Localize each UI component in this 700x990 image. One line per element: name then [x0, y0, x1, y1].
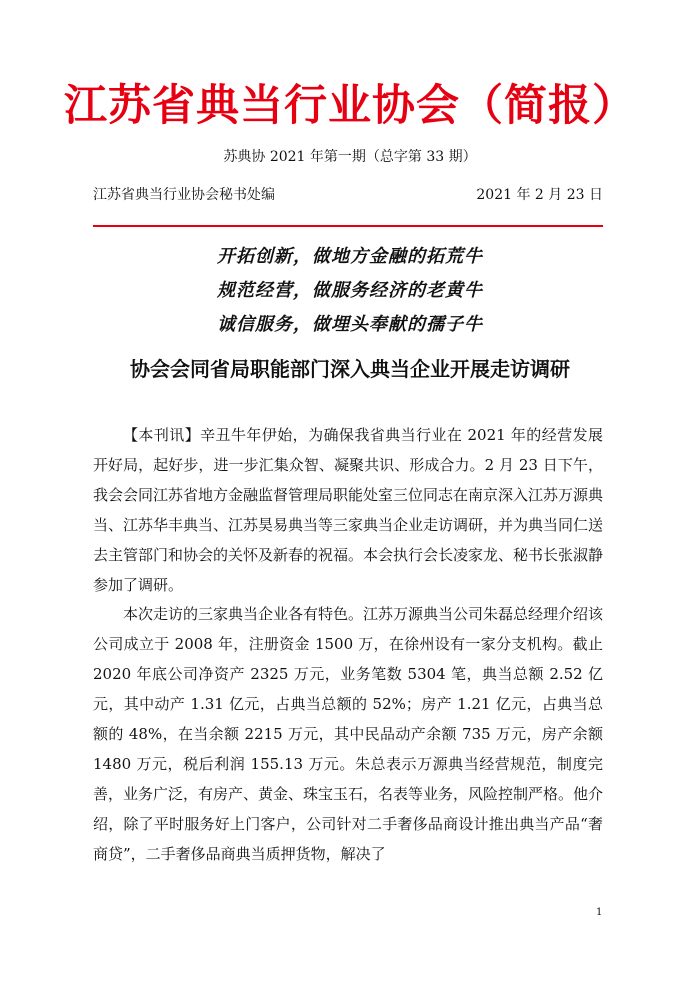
article-body [93, 421, 603, 870]
editor-row [93, 184, 603, 206]
article-paragraph: 本次走访的三家典当企业各有特色。江苏万源典当公司朱磊总经理介绍该公司成立于 2008 年，注册资金 1500 万，在徐州设有一家分支机构。截止 2020 年底公司净资产 2325 万元，业务笔数 5304 笔，典当总额 2.52 亿元，其中动产 1.31 亿元，占典当总额的 52%；房产 1.21 亿元，占典当总额的 48%，在当余额 2215 万元，其中民品动产余额 735 万元，房产余额 1480 万元，税后利润 155.13 万元。朱总表示万源典当经营规范，制度完善，业务广泛，有房产、黄金、珠宝玉石，名表等业务，风险控制严格。他介绍，除了平时服务好上门客户，公司针对二手奢侈品商设计推出典当产品“奢商贷”，二手奢侈品商典当质押货物，解决了 [93, 605, 604, 863]
issue-number: 苏典协 2021 年第一期（总字第 33 期） [223, 149, 477, 165]
slogan-block [0, 240, 700, 342]
masthead-title: 江苏省典当行业协会（简报） [64, 81, 636, 131]
editor-name: 江苏省典当行业协会秘书处编 [93, 187, 275, 203]
article-paragraph: 【本刊讯】辛丑牛年伊始，为确保我省典当行业在 2021 年的经营发展开好局，起好步，进一步汇集众智、凝聚共识、形成合力。2 月 23 日下午，我会会同江苏省地方金融监督管理局职能处室三位同志在南京深入江苏万源典当、江苏华丰典当、江苏昊易典当等三家典当企业走访调研，并为典当同仁送去主管部门和协会的关怀及新春的祝福。本会执行会长凌家龙、秘书长张淑静参加了调研。 [93, 426, 604, 594]
slogan-line: 诚信服务，做埋头奉献的孺子牛 [217, 314, 483, 335]
page-number: 1 [596, 907, 603, 918]
slogan-line: 规范经营，做服务经济的老黄牛 [217, 280, 483, 301]
publish-date: 2021 年 2 月 23 日 [476, 187, 603, 203]
article-headline: 协会会同省局职能部门深入典当企业开展走访调研 [130, 357, 570, 381]
red-divider [93, 225, 603, 227]
slogan-line: 开拓创新，做地方金融的拓荒牛 [217, 246, 483, 267]
